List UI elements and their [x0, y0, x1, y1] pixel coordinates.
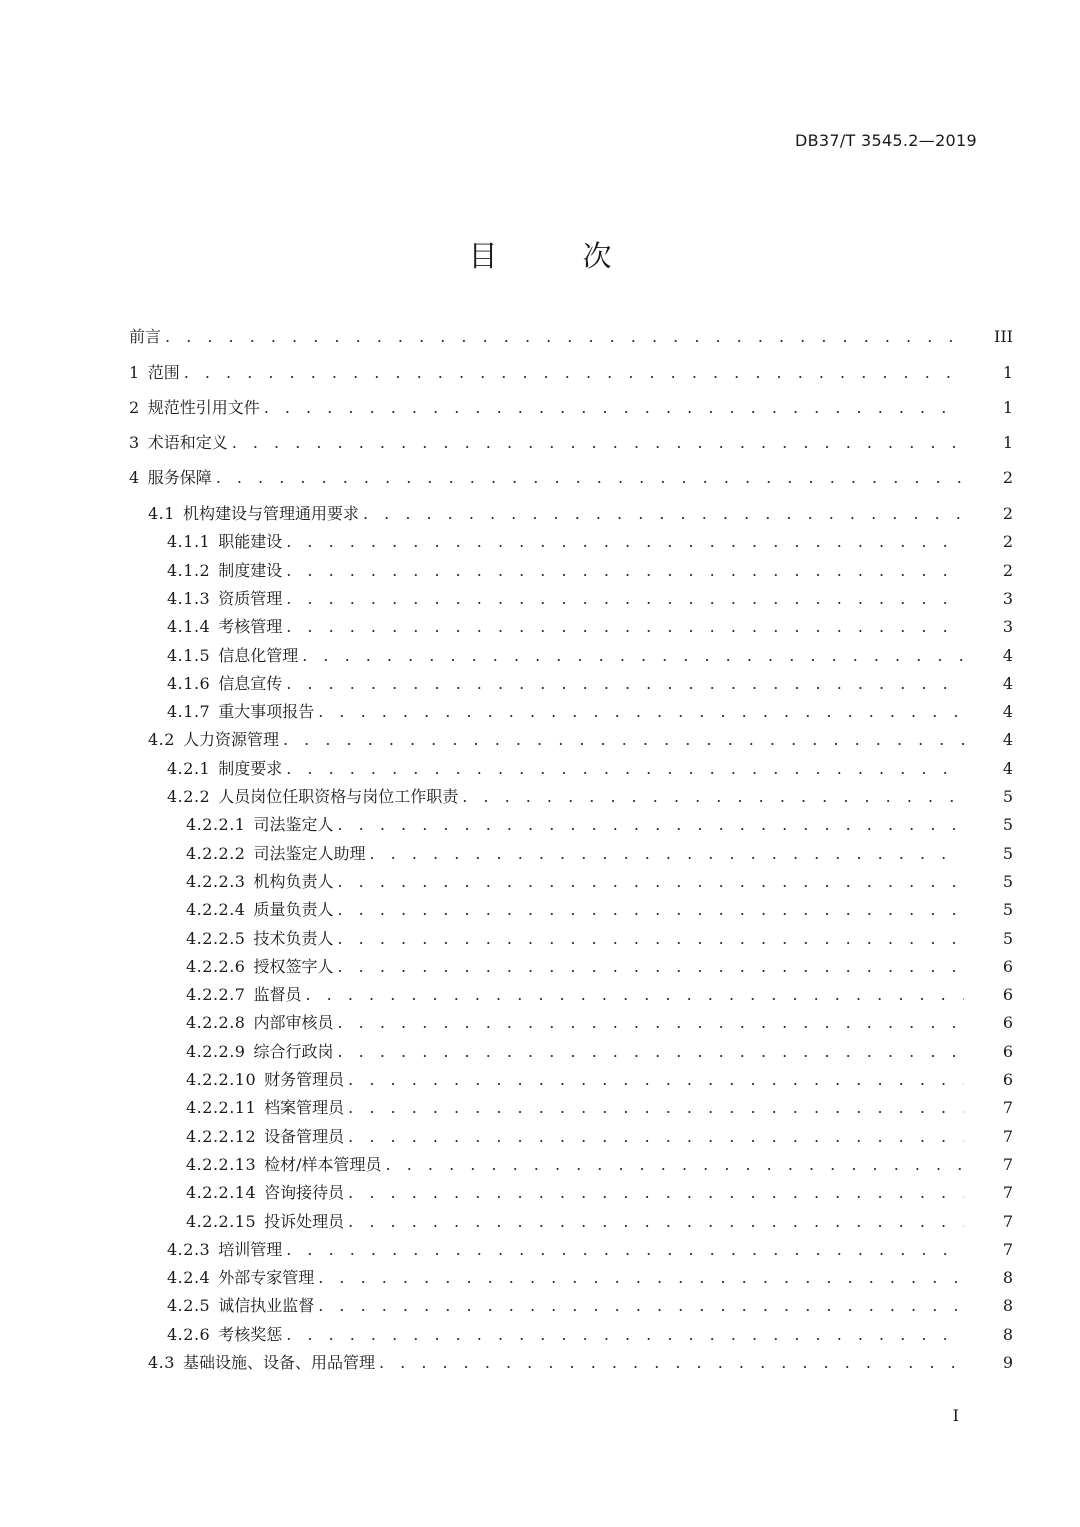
- toc-entry-page: 7: [1002, 1240, 1013, 1259]
- toc-entry-title: 制度建设: [218, 561, 283, 580]
- toc-leader-dots: [462, 785, 964, 809]
- toc-entry-page: 4: [1002, 730, 1013, 749]
- toc-leader-dots: [348, 1125, 964, 1149]
- toc-entry[interactable]: [0, 325, 1080, 349]
- toc-entry[interactable]: [0, 1096, 1080, 1120]
- toc-entry-number: 4.2.2.11: [186, 1098, 257, 1117]
- toc-entry-title: 机构建设与管理通用要求: [182, 504, 359, 523]
- toc-entry-title: 机构负责人: [253, 872, 334, 891]
- toc-entry-page: 3: [1002, 589, 1013, 608]
- toc-entry-number: 4.3: [148, 1353, 175, 1372]
- toc-leader-dots: [318, 1266, 964, 1290]
- toc-entry-title: 服务保障: [147, 468, 212, 487]
- toc-entry-page: 5: [1002, 787, 1013, 806]
- toc-entry-number: 4.2.2.3: [186, 872, 246, 891]
- toc-leader-dots: [286, 559, 964, 583]
- toc-entry-page: 6: [1002, 957, 1013, 976]
- toc-entry-title: 考核管理: [218, 617, 283, 636]
- toc-leader-dots: [338, 927, 965, 951]
- toc-entry-title: 投诉处理员: [264, 1212, 345, 1231]
- toc-leader-dots: [338, 898, 965, 922]
- toc-entry-number: 4.2.2.7: [186, 985, 246, 1004]
- toc-entry[interactable]: [0, 1068, 1080, 1092]
- toc-entry[interactable]: [0, 870, 1080, 894]
- toc-entry-page: 2: [1002, 561, 1013, 580]
- toc-entry-number: 4.2.2.12: [186, 1127, 257, 1146]
- toc-entry-title: 咨询接待员: [264, 1183, 345, 1202]
- toc-entry-number: 4.2.2.10: [186, 1070, 257, 1089]
- toc-entry[interactable]: [0, 587, 1080, 611]
- toc-entry[interactable]: [0, 842, 1080, 866]
- toc-entry-page: 6: [1002, 1013, 1013, 1032]
- toc-entry-page: 7: [1002, 1155, 1013, 1174]
- toc-leader-dots: [184, 361, 964, 385]
- toc-entry-page: 7: [1002, 1183, 1013, 1202]
- toc-entry-title: 检材/样本管理员: [264, 1155, 382, 1174]
- toc-entry-title: 重大事项报告: [218, 702, 315, 721]
- toc-entry[interactable]: [0, 559, 1080, 583]
- toc-entry-title: 制度要求: [218, 759, 283, 778]
- toc-entry-number: 2: [129, 398, 140, 417]
- toc-leader-dots: [379, 1351, 964, 1375]
- toc-entry-page: 5: [1002, 900, 1013, 919]
- toc-entry-number: 4.2.2.8: [186, 1013, 246, 1032]
- toc-entry[interactable]: [0, 1011, 1080, 1035]
- toc-entry-title: 授权签字人: [253, 957, 334, 976]
- toc-entry-title: 规范性引用文件: [147, 398, 260, 417]
- toc-entry-page: 9: [1002, 1353, 1013, 1372]
- toc-entry[interactable]: [0, 644, 1080, 668]
- toc-entry-title: 范围: [147, 363, 180, 382]
- toc-entry-page: 2: [1002, 504, 1013, 523]
- toc-entry-number: 4.2.2.2: [186, 844, 246, 863]
- toc-entry-number: 3: [129, 433, 140, 452]
- toc-entry[interactable]: [0, 898, 1080, 922]
- toc-entry-number: 4.2.3: [167, 1240, 211, 1259]
- toc-entry-number: 4.1.2: [167, 561, 211, 580]
- toc-leader-dots: [338, 955, 965, 979]
- toc-entry[interactable]: [0, 700, 1080, 724]
- toc-leader-dots: [386, 1153, 964, 1177]
- toc-entry[interactable]: [0, 1238, 1080, 1262]
- toc-entry-number: 4.1.3: [167, 589, 211, 608]
- toc-leader-dots: [232, 431, 964, 455]
- toc-entry-title: 术语和定义: [147, 433, 228, 452]
- toc-entry-title: 培训管理: [218, 1240, 283, 1259]
- toc-leader-dots: [348, 1096, 964, 1120]
- toc-entry-page: 6: [1002, 1042, 1013, 1061]
- toc-entry-number: 1: [129, 363, 140, 382]
- toc-leader-dots: [338, 870, 965, 894]
- toc-entry[interactable]: [0, 361, 1080, 385]
- toc-entry-page: 1: [1002, 433, 1013, 452]
- toc-entry[interactable]: [0, 615, 1080, 639]
- toc-entry-title: 信息宣传: [218, 674, 283, 693]
- toc-entry-page: 5: [1002, 872, 1013, 891]
- toc-entry[interactable]: [0, 502, 1080, 526]
- toc-entry-title: 质量负责人: [253, 900, 334, 919]
- toc-entry-page: 7: [1002, 1127, 1013, 1146]
- toc-entry-title: 综合行政岗: [253, 1042, 334, 1061]
- toc-entry-title: 设备管理员: [264, 1127, 345, 1146]
- toc-leader-dots: [286, 1238, 964, 1262]
- toc-leader-dots: [165, 325, 964, 349]
- toc-leader-dots: [348, 1181, 964, 1205]
- toc-entry-page: 2: [1002, 532, 1013, 551]
- toc-entry[interactable]: [0, 1323, 1080, 1347]
- toc-entry-page: 8: [1002, 1296, 1013, 1315]
- toc-entry-page: 6: [1002, 985, 1013, 1004]
- toc-entry-number: 4.2.2.15: [186, 1212, 257, 1231]
- toc-entry-title: 诚信执业监督: [218, 1296, 315, 1315]
- toc-entry[interactable]: [0, 466, 1080, 490]
- toc-entry-number: 4.1: [148, 504, 175, 523]
- toc-entry-page: 6: [1002, 1070, 1013, 1089]
- toc-leader-dots: [286, 672, 964, 696]
- toc-entry-page: 4: [1002, 702, 1013, 721]
- toc-entry-title: 信息化管理: [218, 646, 299, 665]
- toc-leader-dots: [286, 1323, 964, 1347]
- toc-entry-title: 人员岗位任职资格与岗位工作职责: [218, 787, 459, 806]
- toc-leader-dots: [286, 615, 964, 639]
- toc-entry[interactable]: [0, 757, 1080, 781]
- toc-entry-title: 档案管理员: [264, 1098, 345, 1117]
- toc-entry-page: 2: [1002, 468, 1013, 487]
- toc-entry-title: 人力资源管理: [182, 730, 279, 749]
- toc-entry-number: 4.1.7: [167, 702, 211, 721]
- toc-entry-number: 4.2: [148, 730, 175, 749]
- toc-entry-page: 8: [1002, 1268, 1013, 1287]
- toc-entry-title: 技术负责人: [253, 929, 334, 948]
- toc-entry-title: 内部审核员: [253, 1013, 334, 1032]
- toc-entry-number: 4.2.2.9: [186, 1042, 246, 1061]
- toc-entry[interactable]: [0, 728, 1080, 752]
- toc-entry-number: 4.1.1: [167, 532, 211, 551]
- toc-title: 目 次: [468, 239, 640, 273]
- toc-entry-page: 5: [1002, 929, 1013, 948]
- toc-leader-dots: [338, 1011, 965, 1035]
- toc-entry[interactable]: [0, 927, 1080, 951]
- toc-entry-number: 4.2.4: [167, 1268, 211, 1287]
- toc-entry[interactable]: [0, 1040, 1080, 1064]
- toc-entry-page: 8: [1002, 1325, 1013, 1344]
- toc-entry-page: 1: [1002, 363, 1013, 382]
- toc-entry[interactable]: [0, 1351, 1080, 1375]
- toc-entry-title: 考核奖惩: [218, 1325, 283, 1344]
- toc-entry[interactable]: [0, 1294, 1080, 1318]
- toc-leader-dots: [306, 983, 965, 1007]
- toc-entry-page: 4: [1002, 759, 1013, 778]
- toc-entry-number: 4.2.2.13: [186, 1155, 257, 1174]
- page-number: I: [952, 1406, 959, 1425]
- toc-entry[interactable]: [0, 983, 1080, 1007]
- toc-entry-title: 前言: [129, 327, 162, 346]
- toc-leader-dots: [370, 842, 965, 866]
- toc-entry-number: 4.2.6: [167, 1325, 211, 1344]
- document-code: DB37/T 3545.2—2019: [794, 131, 977, 150]
- toc-leader-dots: [216, 466, 964, 490]
- toc-entry-title: 财务管理员: [264, 1070, 345, 1089]
- toc-entry-page: III: [994, 327, 1013, 346]
- toc-entry-number: 4.2.1: [167, 759, 211, 778]
- toc-entry-title: 外部专家管理: [218, 1268, 315, 1287]
- toc-entry[interactable]: [0, 530, 1080, 554]
- toc-entry-number: 4: [129, 468, 140, 487]
- toc-leader-dots: [286, 757, 964, 781]
- toc-leader-dots: [318, 1294, 964, 1318]
- toc-entry[interactable]: [0, 1210, 1080, 1234]
- toc-leader-dots: [286, 530, 964, 554]
- toc-entry-title: 司法鉴定人: [253, 815, 334, 834]
- toc-entry-title: 基础设施、设备、用品管理: [182, 1353, 375, 1372]
- toc-entry-title: 资质管理: [218, 589, 283, 608]
- toc-leader-dots: [348, 1210, 964, 1234]
- toc-entry-title: 监督员: [253, 985, 302, 1004]
- toc-entry-page: 5: [1002, 815, 1013, 834]
- toc-leader-dots: [286, 587, 964, 611]
- toc-entry[interactable]: [0, 813, 1080, 837]
- toc-entry-page: 7: [1002, 1098, 1013, 1117]
- toc-entry-page: 5: [1002, 844, 1013, 863]
- toc-entry-number: 4.2.2: [167, 787, 211, 806]
- toc-entry[interactable]: [0, 1266, 1080, 1290]
- toc-entry-number: 4.2.5: [167, 1296, 211, 1315]
- toc-entry-number: 4.2.2.5: [186, 929, 246, 948]
- toc-entry-number: 4.2.2.6: [186, 957, 246, 976]
- toc-entry-number: 4.2.2.14: [186, 1183, 257, 1202]
- toc-entry-title: 司法鉴定人助理: [253, 844, 366, 863]
- toc-entry[interactable]: [0, 785, 1080, 809]
- toc-leader-dots: [363, 502, 964, 526]
- toc-leader-dots: [264, 396, 964, 420]
- toc-leader-dots: [338, 1040, 965, 1064]
- toc-leader-dots: [348, 1068, 964, 1092]
- toc-leader-dots: [338, 813, 965, 837]
- toc-entry-page: 1: [1002, 398, 1013, 417]
- toc-entry[interactable]: [0, 955, 1080, 979]
- toc-entry-number: 4.2.2.4: [186, 900, 246, 919]
- toc-entry-title: 职能建设: [218, 532, 283, 551]
- toc-entry[interactable]: [0, 1181, 1080, 1205]
- toc-entry-number: 4.1.6: [167, 674, 211, 693]
- toc-entry[interactable]: [0, 396, 1080, 420]
- toc-leader-dots: [302, 644, 964, 668]
- toc-entry[interactable]: [0, 1125, 1080, 1149]
- toc-entry-page: 4: [1002, 674, 1013, 693]
- toc-entry-page: 3: [1002, 617, 1013, 636]
- toc-entry-number: 4.2.2.1: [186, 815, 246, 834]
- toc-entry[interactable]: [0, 1153, 1080, 1177]
- toc-entry[interactable]: [0, 672, 1080, 696]
- toc-entry-number: 4.1.5: [167, 646, 211, 665]
- toc-entry-number: 4.1.4: [167, 617, 211, 636]
- toc-leader-dots: [318, 700, 964, 724]
- toc-leader-dots: [283, 728, 964, 752]
- toc-entry-page: 4: [1002, 646, 1013, 665]
- toc-entry-page: 7: [1002, 1212, 1013, 1231]
- toc-entry[interactable]: [0, 431, 1080, 455]
